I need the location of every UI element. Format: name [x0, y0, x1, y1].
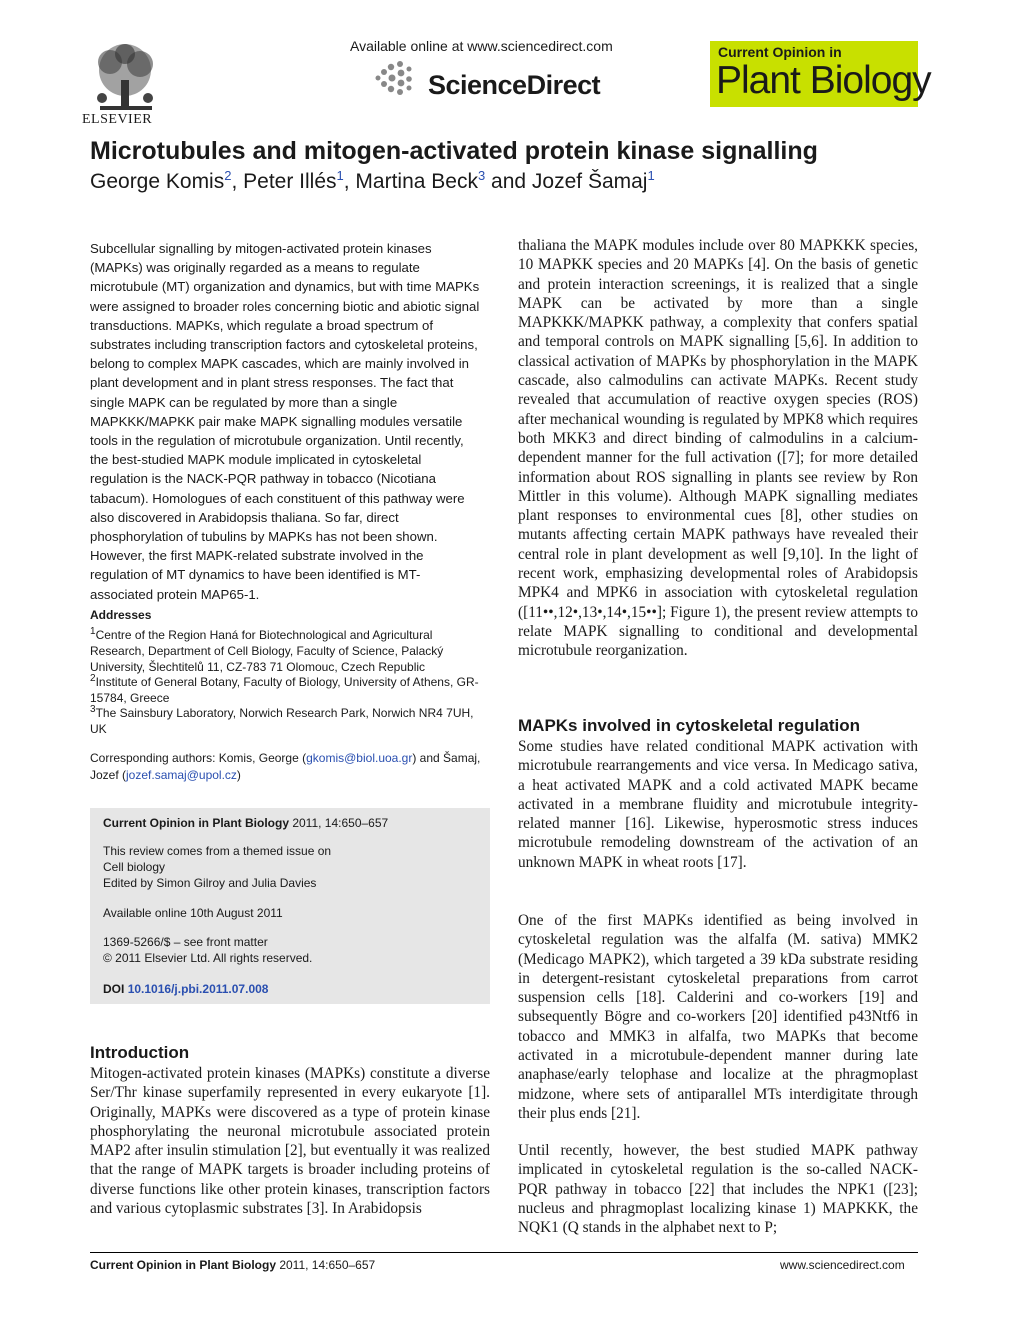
publisher-name: ELSEVIER [82, 112, 153, 127]
infobox-doi [103, 981, 268, 997]
affiliation-sup[interactable]: 1 [647, 168, 655, 183]
address-text: Centre of the Region Haná for Biotechnological and Agricultural Research, Department of Cell Biology, Faculty of Science, Palacký University, Šlechtitelů 11, CZ-783 71 Olomouc, Czech Republic [90, 628, 444, 674]
affiliation-sup[interactable]: 3 [477, 168, 486, 183]
abstract: Subcellular signalling by mitogen-activated protein kinases (MAPKs) was originally regarded as a means to regulate microtubule (MT) organization and dynamics, but with time MAPKs were assigned to broader roles concerning biotic and abiotic signal transductions. MAPKs, which regulate a broad spectrum of substrates including transcription factors and cytoskeletal proteins, belong to complex MAPK cascades, which are mainly involved in plant development and in plant stress responses. The fact that single MAPK can be regulated by more than a single MAPKKK/MAPKK pair make MAPK signalling modules versatile tools in the regulation of microtubule organization. Until recently, the best-studied MAPK module implicated in cytoskeletal regulation is the NACK-PQR pathway in tobacco (Nicotiana tabacum). Homologues of each constituent of this pathway were also discovered in Arabidopsis thaliana. So far, direct phosphorylation of tubulins by MAPKs has not been shown. However, the first MAPK-related substrate involved in the regulation of MT dynamics to have been identified is MT-associated protein MAP65-1. [90, 241, 480, 602]
addresses-heading: Addresses [90, 608, 152, 622]
footer-citation-text: 2011, 14:650–657 [276, 1258, 376, 1272]
corresp-text: ) and Šamaj, Jozef ( [90, 751, 481, 782]
sciencedirect-dots-icon [372, 58, 412, 98]
author-sep: , [343, 170, 356, 193]
address-num: 2 [90, 673, 96, 684]
infobox-theme-line1: This review comes from a themed issue on [103, 844, 332, 858]
section-paragraph-2: One of the first MAPKs identified as being involved in cytoskeletal regulation was the alfalfa (M. sativa) MMK2 (Medicago MAPK2), which targeted a 39 kDa substrate residing in detergent-resistant cytoskeletal preparations from carrot suspension cells [18]. Calderini and co-workers [19] and subsequently Bögre and co-workers [20] identified p43Ntf6 in tobacco and MMK3 in alfalfa, two MAPKs that become activated in a microtubule-dependent manner during late anaphase/early telophase and localize at the phragmoplast midzone, where sets of antiparallel MTs interdigitate through their plus ends [21]. [518, 912, 918, 1122]
available-online-text: Available online at www.sciencedirect.com [350, 38, 613, 54]
corresp-text: Corresponding authors: Komis, George ( [90, 751, 307, 765]
infobox-citation [103, 815, 388, 831]
intro-continued-body: thaliana the MAPK modules include over 80 MAPKKK species, 10 MAPKK species and 20 MAPKs [4]. On the basis of genetic and protein interaction screenings, it is realized that a single MAPK can be activated by more than a single MAPKKK/MAPKK pathway, a complexity that confers spatial and temporal controls on MAPK signalling [5,6]. In addition to classical activation of MAPKs by phosphorylation in the MAPK cascade, also calmodulins can activate MAPKs. Recent study revealed that accumulation of reactive oxygen species (ROS) after mechanical wounding is regulated by MPK8 which requires both MKK3 and direct binding of calmodulins in a calcium-dependent manner for the full activation ([7]; for more detailed information about ROS signalling in plants see review by Ron Mittler in this volume). Although MAPK signalling mediates plant responses to environmental cues [8], other studies on mutants affecting certain MAPK pathways have revealed their central role in plant development as well [9,10]. In the light of recent work, emphasizing developmental roles of Arabidopsis MPK4 and MPK6 in association with cytoskeletal regulation ([11••,12•,13•,14•,15••]; Figure 1), the present review attempts to relate MAPK signalling to conditional and developmental microtubule reorganization. [518, 237, 918, 660]
address-1 [90, 624, 490, 675]
introduction-body: Mitogen-activated protein kinases (MAPKs) constitute a diverse Ser/Thr kinase superfamily represented in every eukaryote [1]. Originally, MAPKs were discovered as a type of protein kinase phosphorylating the neuronal microtubule associated protein MAP2 after insulin stimulation [2], but eventually it was realized that the range of MAPK targets is broader including proteins of diverse functions like other protein kinases, transcription factors and various cytoplasmic substrates [3]. In Arabidopsis [90, 1065, 490, 1218]
section-heading-mapks: MAPKs involved in cytoskeletal regulation [518, 716, 860, 735]
footer-journal: Current Opinion in Plant Biology [90, 1258, 276, 1272]
affiliation-sup[interactable]: 1 [336, 168, 344, 183]
infobox-editors: Edited by Simon Gilroy and Julia Davies [103, 876, 317, 890]
journal-logo-line1: Current Opinion in [718, 44, 842, 60]
address-3 [90, 702, 490, 738]
infobox-citation-text: 2011, 14:650–657 [289, 816, 389, 830]
section-paragraph-3: Until recently, however, the best studied MAPK pathway implicated in cytoskeletal regulation is the so-called NACK-PQR pathway in tobacco [22] that includes the NPK1 ([23]; nucleus and phragmoplast localizing kinase 1) MAPKKK, the NQK1 (Q stands in the alphabet next to P; [518, 1142, 918, 1237]
author-name: Jozef Šamaj [531, 170, 648, 193]
article-title: Microtubules and mitogen-activated protein kinase signalling [90, 137, 818, 165]
author-name: George Komis [90, 170, 225, 193]
email-link[interactable]: jozef.samaj@upol.cz [126, 767, 237, 782]
email-link[interactable]: gkomis@biol.uoa.gr [306, 751, 413, 765]
affiliation-sup[interactable]: 2 [224, 168, 232, 183]
author-sep: , [231, 170, 244, 193]
doi-label: DOI [103, 982, 125, 996]
infobox-journal: Current Opinion in Plant Biology [103, 816, 289, 830]
doi-link[interactable]: 10.1016/j.pbi.2011.07.008 [127, 982, 269, 996]
corresponding-authors [90, 750, 490, 783]
infobox-issn: 1369-5266/$ – see front matter [103, 935, 268, 949]
address-text: The Sainsbury Laboratory, Norwich Research Park, Norwich NR4 7UH, UK [90, 706, 474, 736]
author-list [90, 168, 655, 194]
infobox-theme-line2: Cell biology [103, 860, 166, 874]
footer-url[interactable]: www.sciencedirect.com [780, 1258, 905, 1272]
author-sep: and [485, 170, 532, 193]
introduction-heading: Introduction [90, 1043, 190, 1062]
author-name: Martina Beck [355, 170, 478, 193]
sciencedirect-wordmark: ScienceDirect [428, 70, 601, 100]
corresp-text: ) [236, 767, 241, 782]
infobox-available: Available online 10th August 2011 [103, 906, 283, 920]
address-num: 1 [90, 626, 96, 637]
journal-logo-line2: Plant Biology [716, 59, 931, 102]
footer-divider [90, 1252, 918, 1253]
author-name: Peter Illés [243, 170, 337, 193]
address-text: Institute of General Botany, Faculty of Biology, University of Athens, GR-15784, Greece [90, 675, 479, 705]
footer-citation [90, 1258, 375, 1272]
address-num: 3 [90, 704, 96, 715]
infobox-copyright: © 2011 Elsevier Ltd. All rights reserved. [103, 951, 313, 965]
section-paragraph-1: Some studies have related conditional MAPK activation with microtubule rearrangements and vice versa. In Medicago sativa, a heat activated MAPK and a cold activated MAPK became activated in a membrane fluidity and microtubule integrity-related manner [16]. Likewise, hyperosmotic stress induces microtubule remodeling downstream of the activation of an unknown MAPK in wheat roots [17]. [518, 738, 918, 871]
